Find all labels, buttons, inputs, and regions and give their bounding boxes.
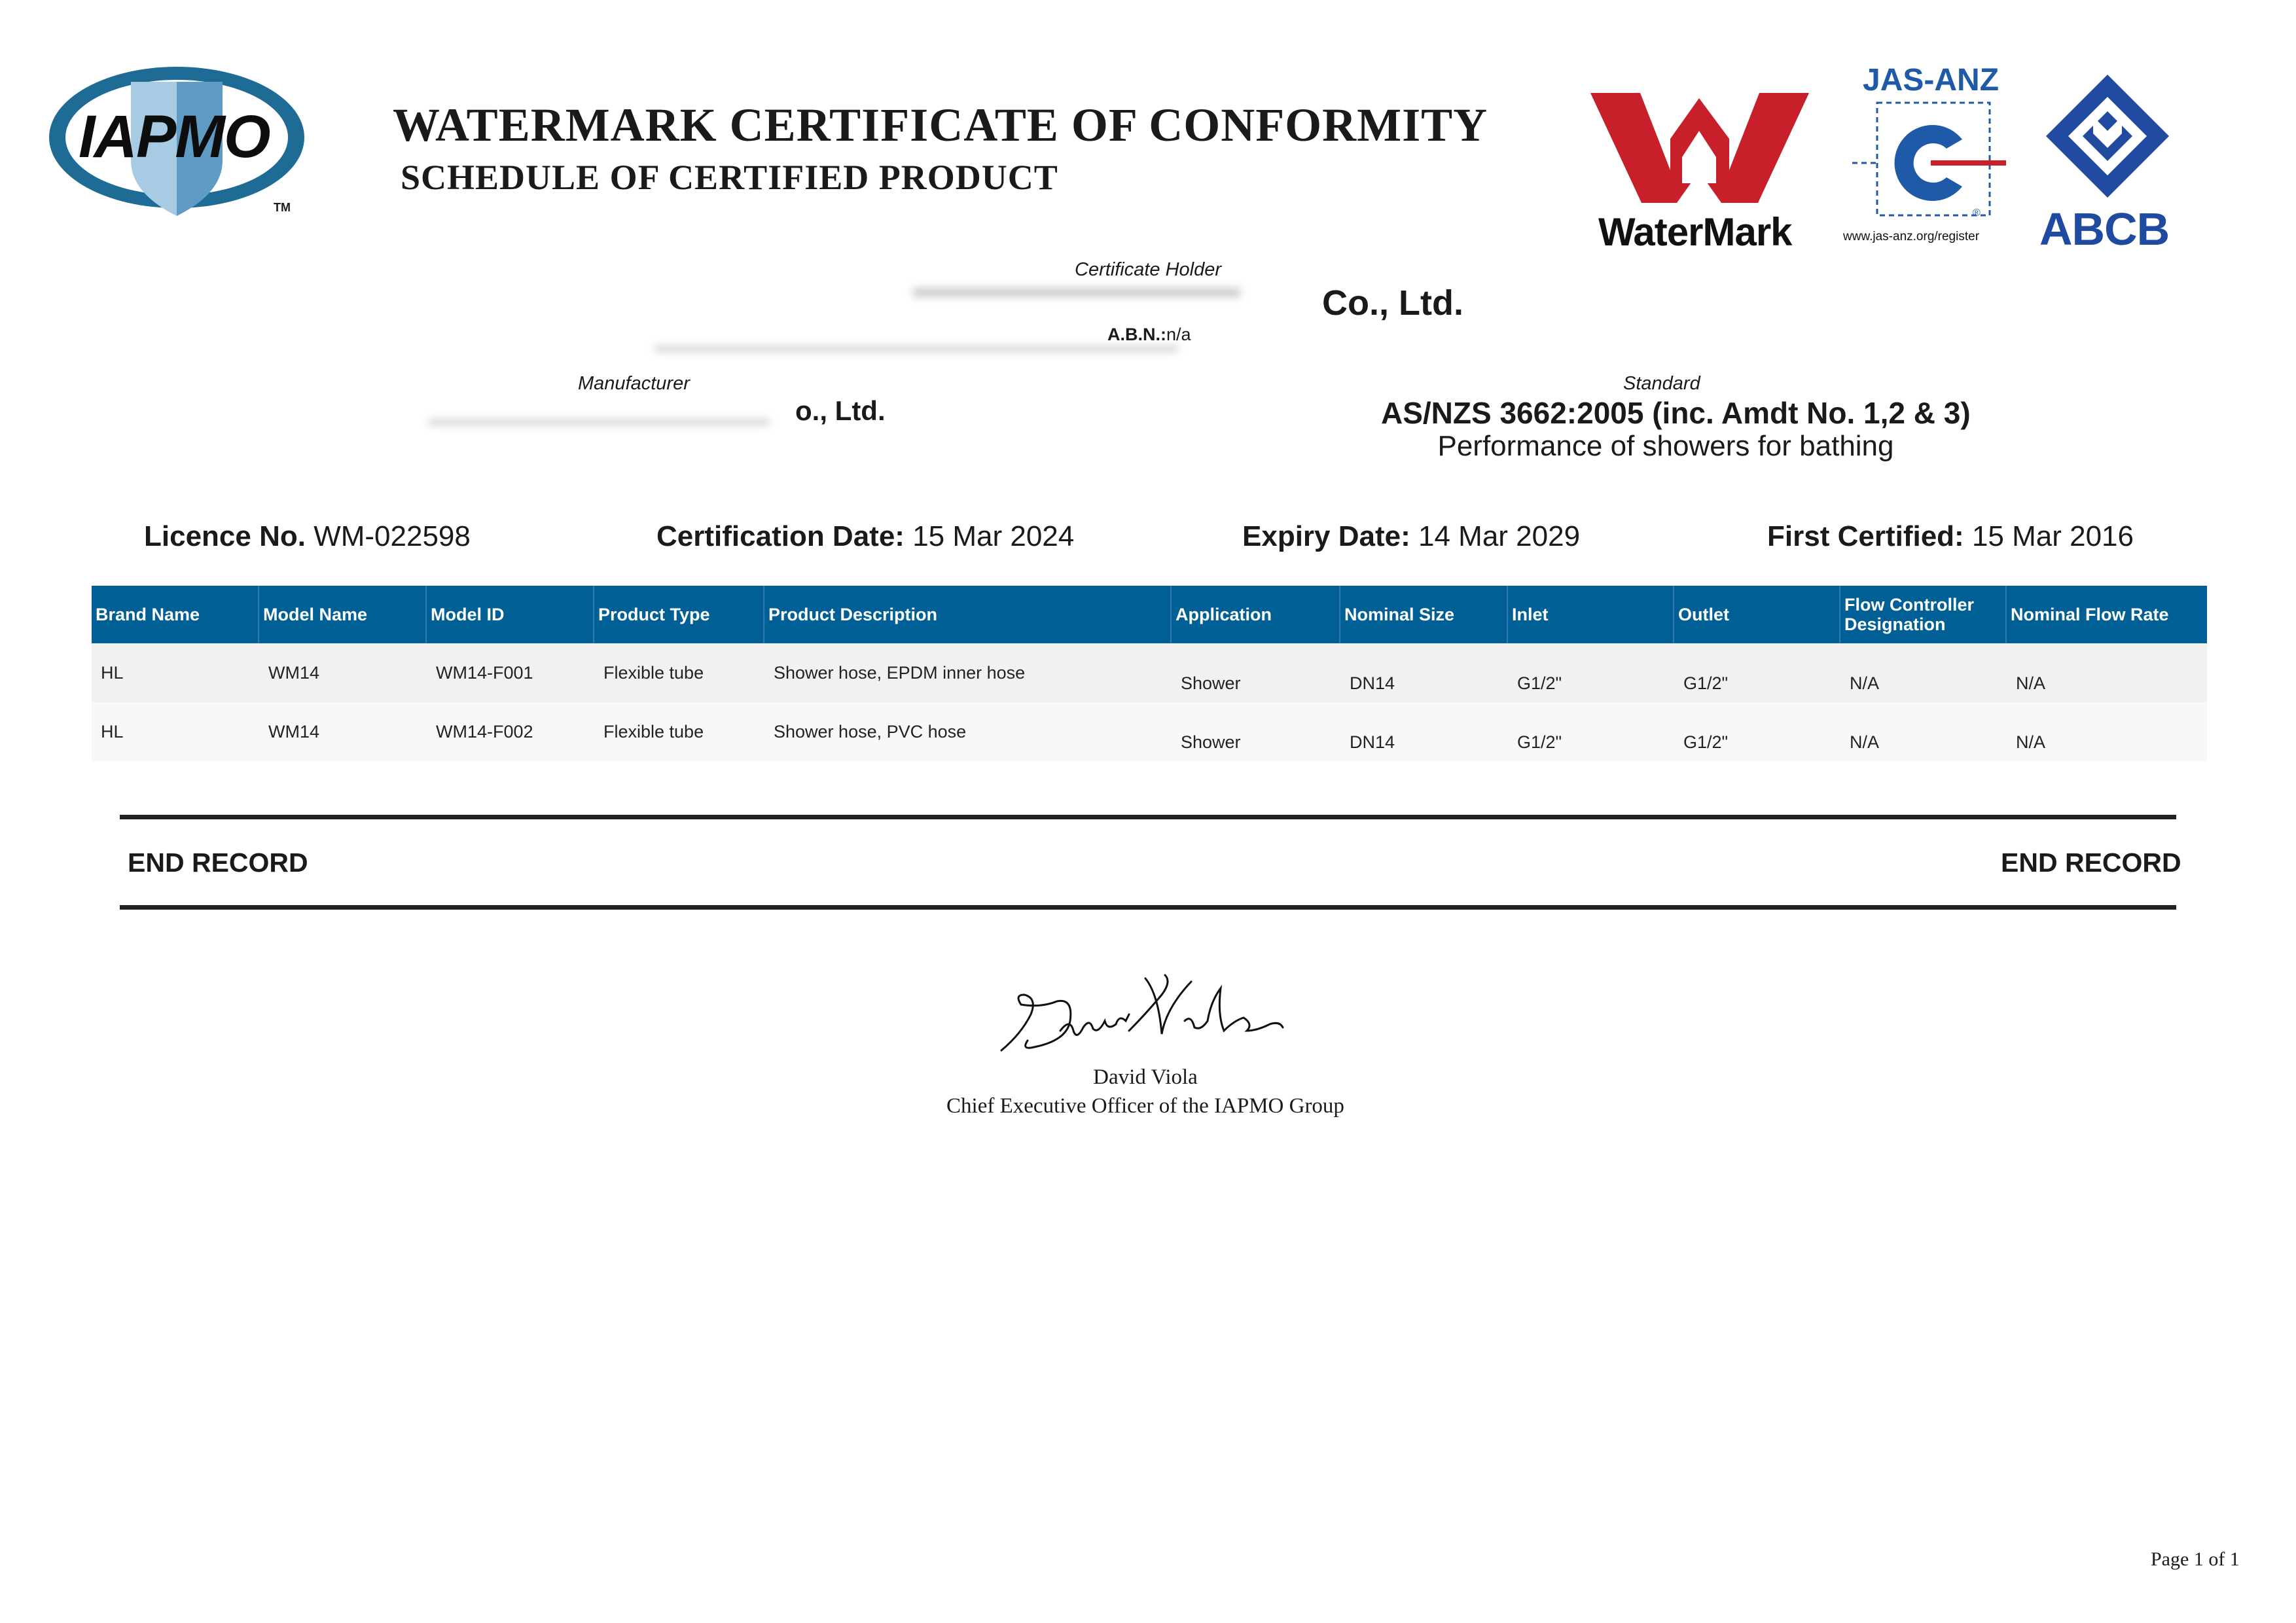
certificate-title: WATERMARK CERTIFICATE OF CONFORMITY (393, 99, 1488, 151)
manufacturer-name: o., Ltd. (795, 395, 886, 426)
abcb-diamond-icon (2042, 71, 2173, 202)
jas-anz-logo-text: JAS-ANZ (1863, 63, 2000, 98)
watermark-logo-text: WaterMark (1598, 210, 1792, 254)
cell-inlet: G1/2" (1517, 732, 1562, 752)
end-record-top-rule (120, 815, 2176, 819)
iapmo-tm: TM (274, 201, 291, 214)
jas-anz-c-icon (1850, 100, 2007, 224)
iapmo-logo (46, 62, 314, 226)
column-header-product-description: Product Description (764, 586, 1172, 643)
standard-label: Standard (1623, 373, 1700, 394)
abn-label: A.B.N.: (1107, 325, 1166, 344)
certification-date (656, 520, 1074, 553)
jas-anz-reg: ® (1973, 207, 1981, 219)
jas-anz-url: www.jas-anz.org/register (1843, 230, 1980, 243)
cell-flow-controller-designation: N/A (1850, 673, 1880, 693)
table-row (92, 702, 2207, 761)
certificate-holder-label: Certificate Holder (1075, 259, 1222, 280)
column-header-model-id: Model ID (427, 586, 594, 643)
abn-line (1107, 325, 1191, 345)
expiry-date-value: 14 Mar 2029 (1418, 520, 1581, 552)
cell-application: Shower (1181, 732, 1241, 752)
standard-description: Performance of showers for bathing (1437, 430, 1894, 462)
cell-nominal-flow-rate: N/A (2016, 732, 2046, 752)
cell-application: Shower (1181, 673, 1241, 693)
expiry-date-label: Expiry Date: (1242, 520, 1410, 552)
cell-product-description: Shower hose, PVC hose (774, 722, 967, 741)
first-certified-label: First Certified: (1767, 520, 1964, 552)
cell-model-name: WM14 (268, 663, 320, 683)
column-header-nominal-size: Nominal Size (1340, 586, 1508, 643)
cell-nominal-size: DN14 (1350, 732, 1395, 752)
table-row (92, 643, 2207, 702)
cell-outlet: G1/2" (1683, 673, 1729, 693)
table-header-row (92, 586, 2207, 643)
licence-number (144, 520, 471, 553)
column-header-product-type: Product Type (594, 586, 764, 643)
manufacturer-label: Manufacturer (578, 373, 690, 394)
column-header-outlet: Outlet (1674, 586, 1840, 643)
abcb-logo (2036, 71, 2179, 254)
column-header-application: Application (1172, 586, 1340, 643)
certificate-holder-name: Co., Ltd. (1322, 283, 1463, 323)
column-header-brand-name: Brand Name (92, 586, 259, 643)
manufacturer-redacted-mark (429, 419, 769, 425)
signatory-name: David Viola (1093, 1065, 1198, 1089)
watermark-w-icon (1584, 85, 1820, 216)
column-header-inlet: Inlet (1508, 586, 1674, 643)
cell-product-description: Shower hose, EPDM inner hose (774, 663, 1026, 683)
abcb-logo-text: ABCB (2039, 204, 2170, 255)
product-table (92, 586, 2207, 761)
holder-redacted-mark (913, 288, 1240, 297)
column-header-flow-controller-designation: Flow Controller Designation (1840, 586, 2007, 643)
certificate-subtitle: SCHEDULE OF CERTIFIED PRODUCT (401, 158, 1058, 197)
cell-brand-name: HL (101, 663, 124, 683)
column-header-nominal-flow-rate: Nominal Flow Rate (2011, 605, 2169, 624)
certification-date-value: 15 Mar 2024 (912, 520, 1075, 552)
cell-model-id: WM14-F002 (436, 722, 533, 741)
column-header-model-name: Model Name (259, 586, 427, 643)
cell-outlet: G1/2" (1683, 732, 1729, 752)
signature-drawing (995, 969, 1289, 1060)
abn-value: n/a (1166, 325, 1191, 344)
cell-product-type: Flexible tube (603, 722, 704, 741)
cell-model-id: WM14-F001 (436, 663, 533, 683)
licence-value: WM-022598 (314, 520, 471, 552)
standard-code: AS/NZS 3662:2005 (inc. Amdt No. 1,2 & 3) (1381, 396, 1971, 430)
end-record-bottom-rule (120, 905, 2176, 910)
signatory-title: Chief Executive Officer of the IAPMO Group (946, 1094, 1344, 1118)
end-record-left: END RECORD (128, 847, 308, 878)
first-certified (1767, 520, 2134, 553)
licence-label: Licence No. (144, 520, 306, 552)
cell-brand-name: HL (101, 722, 124, 741)
expiry-date (1242, 520, 1580, 553)
cell-model-name: WM14 (268, 722, 320, 741)
iapmo-logo-text: IAPMO (79, 103, 270, 170)
cell-flow-controller-designation: N/A (1850, 732, 1880, 752)
cell-nominal-flow-rate: N/A (2016, 673, 2046, 693)
holder-address-redacted (655, 346, 1178, 352)
cell-nominal-size: DN14 (1350, 673, 1395, 693)
cell-inlet: G1/2" (1517, 673, 1562, 693)
cell-product-type: Flexible tube (603, 663, 704, 683)
end-record-right: END RECORD (2001, 847, 2181, 878)
watermark-logo (1584, 85, 1820, 255)
certification-date-label: Certification Date: (656, 520, 905, 552)
jas-anz-logo (1838, 62, 2008, 252)
page-number: Page 1 of 1 (2151, 1548, 2240, 1570)
first-certified-value: 15 Mar 2016 (1971, 520, 2134, 552)
